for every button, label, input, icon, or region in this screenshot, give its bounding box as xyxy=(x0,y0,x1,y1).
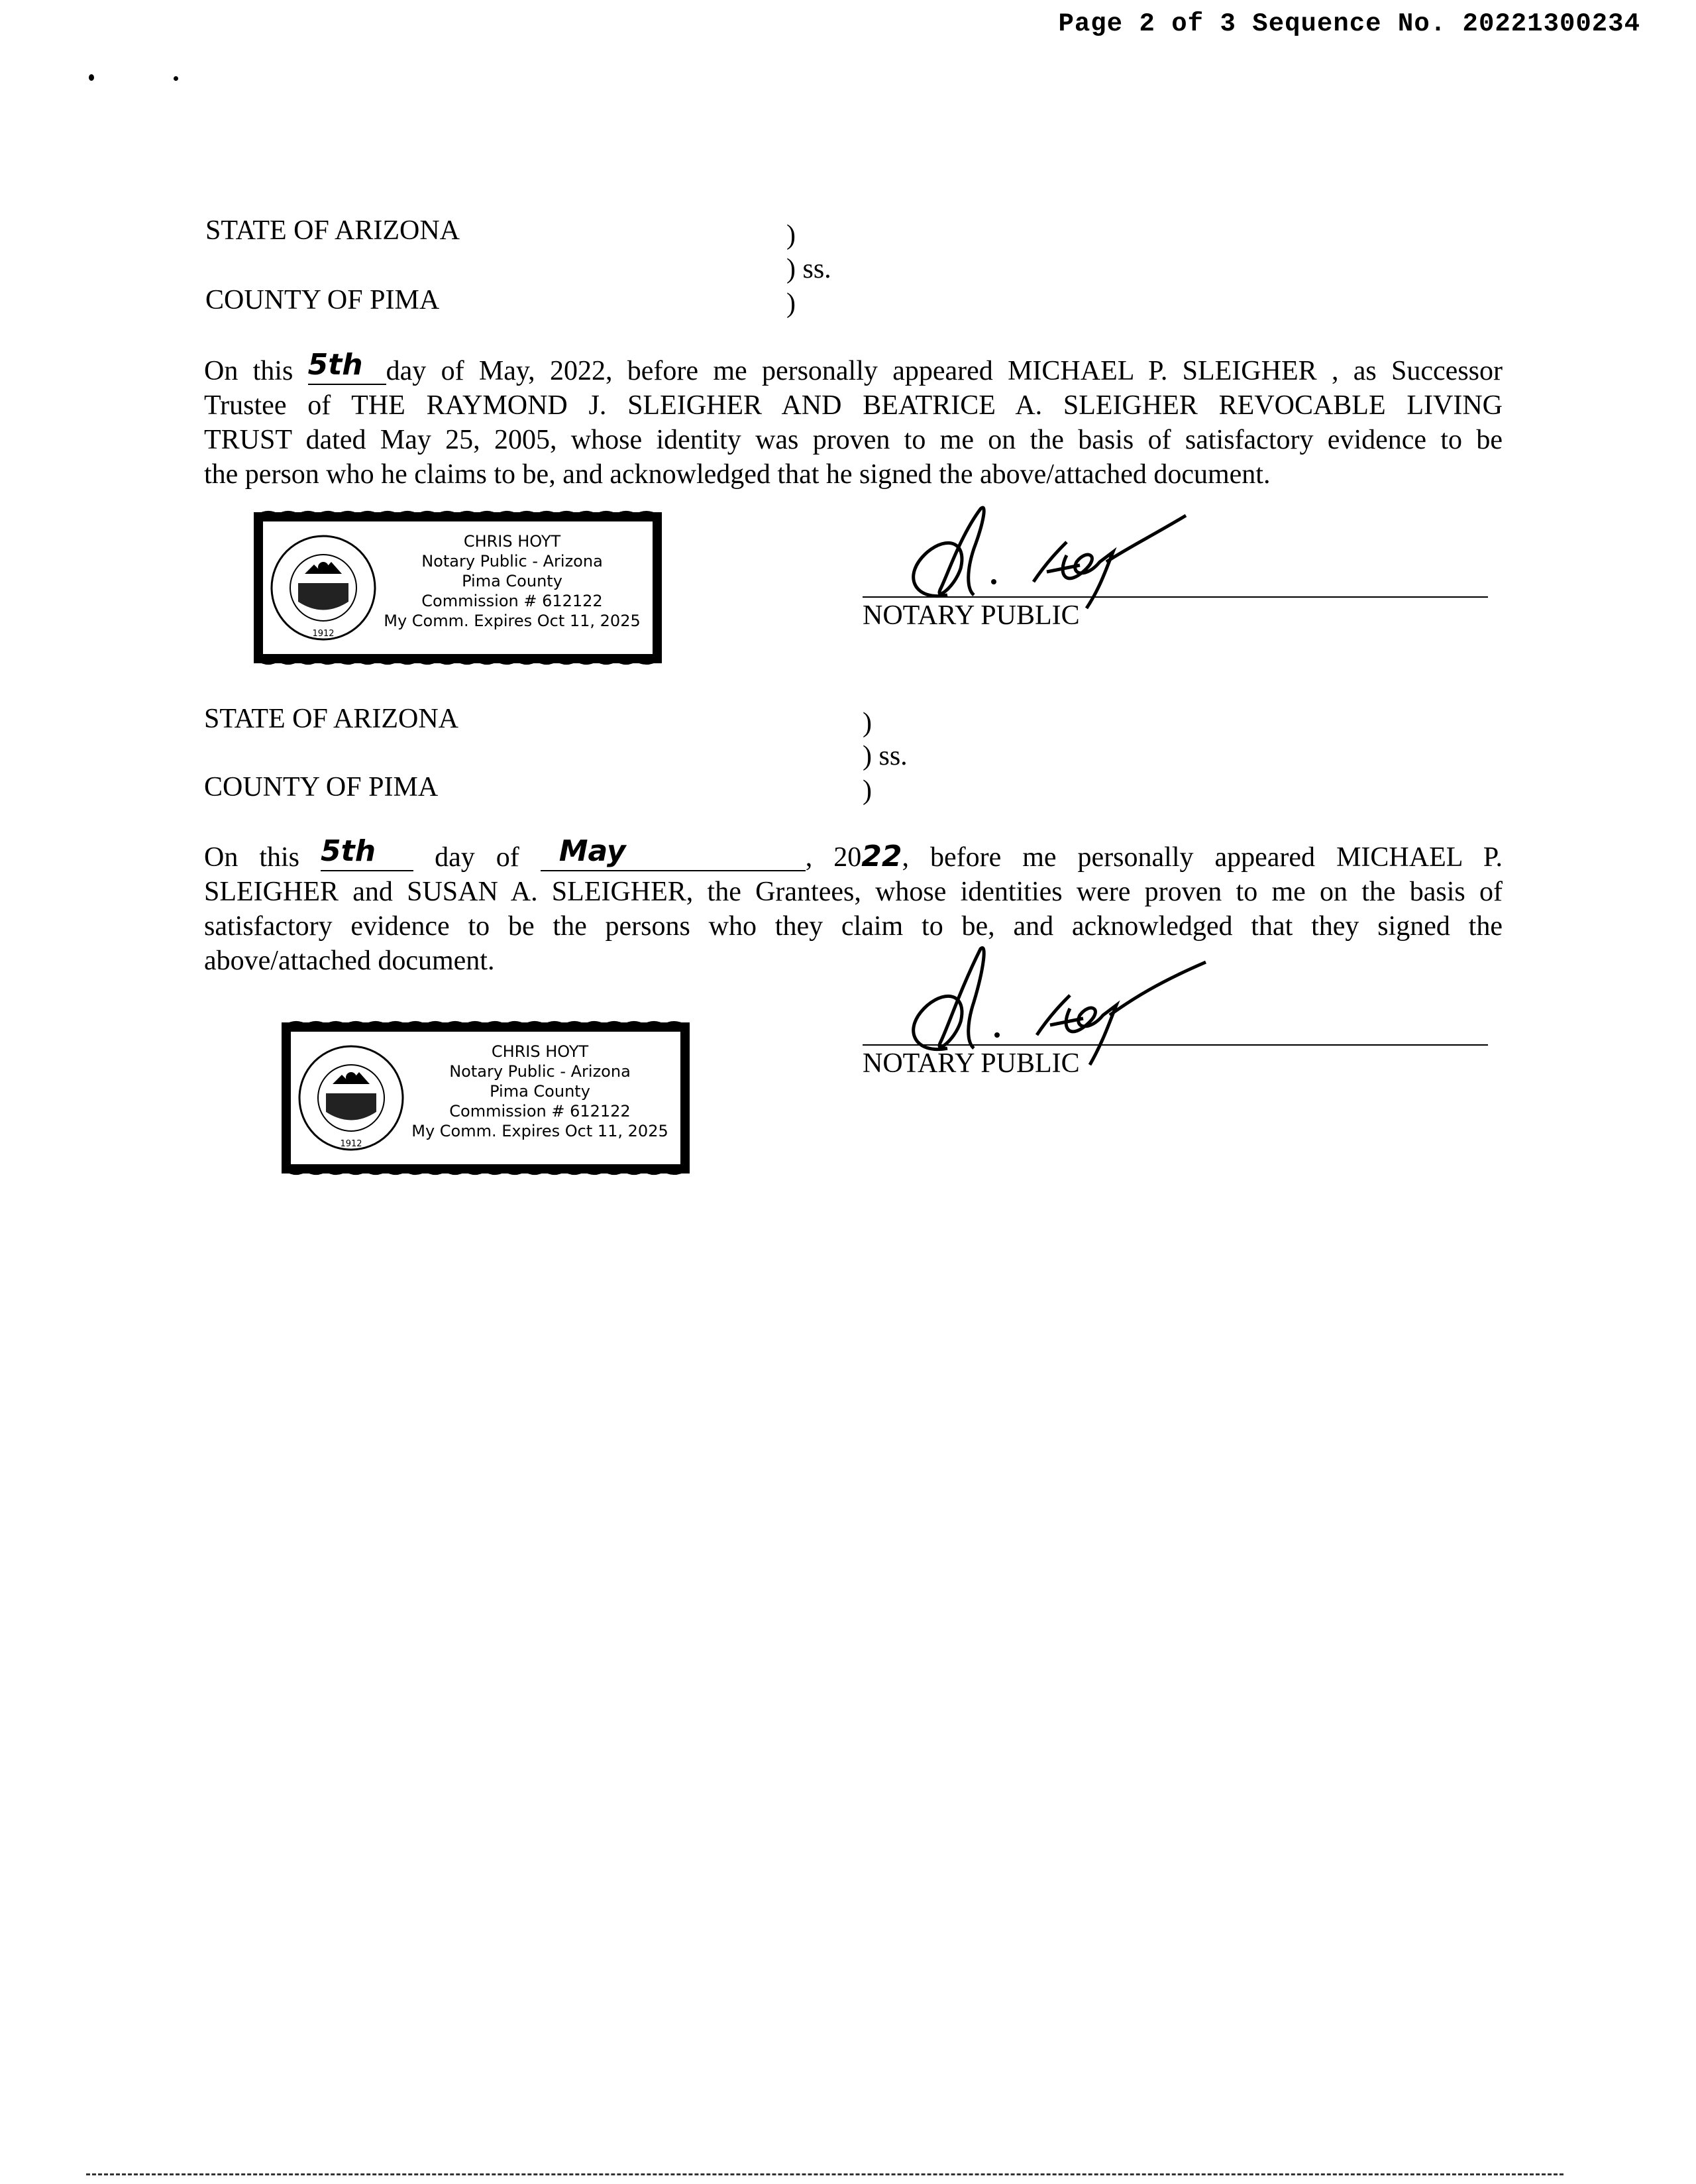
stamp-county: Pima County xyxy=(490,1082,590,1101)
stamp-notary-title: Notary Public - Arizona xyxy=(421,552,603,571)
acknowledgment-text xyxy=(204,348,1503,492)
acknowledgment-text xyxy=(204,834,1503,978)
venue-paren: ) xyxy=(786,288,796,319)
month-blank xyxy=(541,834,806,871)
handwritten-day: 5th xyxy=(321,834,376,868)
handwritten-month: May xyxy=(558,834,626,868)
ack-line-2: SLEIGHER and SUSAN A. SLEIGHER, the Grantees, whose identities were proven to me on the basis of xyxy=(204,877,1503,907)
handwritten-day: 5th xyxy=(307,348,363,382)
venue-county: COUNTY OF PIMA xyxy=(204,772,439,802)
stamp-lines xyxy=(376,531,648,631)
arizona-seal-icon xyxy=(299,1046,403,1150)
scan-speck xyxy=(174,76,178,81)
ack-line-3: satisfactory evidence to be the persons who they claim to be, and acknowledged that they signed the xyxy=(204,911,1503,942)
arizona-seal-icon xyxy=(272,536,375,639)
handwritten-year: 22 xyxy=(861,840,902,873)
venue-paren: ) xyxy=(863,708,872,738)
on-this-label: On this xyxy=(204,356,293,386)
notary-public-label: NOTARY PUBLIC xyxy=(863,1048,1080,1079)
venue-state: STATE OF ARIZONA xyxy=(204,704,458,734)
ack-line-1-rest: , before me personally appeared MICHAEL P. xyxy=(902,842,1503,873)
year-prefix: , 20 xyxy=(805,842,862,873)
notary-stamp xyxy=(278,1019,693,1177)
ack-line-4: the person who he claims to be, and acknowledged that he signed the above/attached document. xyxy=(204,459,1271,490)
stamp-lines xyxy=(404,1042,676,1141)
notary-public-label: NOTARY PUBLIC xyxy=(863,600,1080,631)
notary-stamp xyxy=(250,509,665,667)
svg-text:1912: 1912 xyxy=(312,629,335,639)
venue-paren-ss: ) ss. xyxy=(863,741,908,771)
stamp-expiration: My Comm. Expires Oct 11, 2025 xyxy=(384,612,641,630)
svg-text:1912: 1912 xyxy=(340,1139,362,1149)
signature-line xyxy=(863,1044,1488,1046)
ack-line-1: day of May, 2022, before me personally appeared MICHAEL P. SLEIGHER , as Successor xyxy=(386,356,1503,386)
stamp-notary-name: CHRIS HOYT xyxy=(491,1042,589,1061)
venue-paren: ) xyxy=(786,220,796,250)
on-this-label: On this xyxy=(204,842,300,873)
stamp-county: Pima County xyxy=(462,572,562,590)
day-blank xyxy=(321,834,413,871)
ack-line-3: TRUST dated May 25, 2005, whose identity was proven to me on the basis of satisfactory evidence to be xyxy=(204,425,1503,455)
page-sequence-header: Page 2 of 3 Sequence No. 20221300234 xyxy=(1058,9,1640,38)
ack-line-4: above/attached document. xyxy=(204,946,495,976)
venue-county: COUNTY OF PIMA xyxy=(205,285,440,315)
day-blank xyxy=(307,348,386,385)
signature-line xyxy=(863,596,1488,598)
stamp-commission: Commission # 612122 xyxy=(421,592,603,610)
page-bottom-rule xyxy=(86,2173,1564,2175)
venue-paren: ) xyxy=(863,775,872,806)
ack-line-2: Trustee of THE RAYMOND J. SLEIGHER AND BEATRICE A. SLEIGHER REVOCABLE LIVING xyxy=(204,390,1503,421)
stamp-notary-title: Notary Public - Arizona xyxy=(449,1062,631,1081)
stamp-notary-name: CHRIS HOYT xyxy=(463,532,561,551)
stamp-expiration: My Comm. Expires Oct 11, 2025 xyxy=(411,1122,668,1140)
stamp-commission: Commission # 612122 xyxy=(449,1102,631,1120)
scan-speck xyxy=(89,74,94,81)
venue-state: STATE OF ARIZONA xyxy=(205,215,460,246)
day-of-label: day of xyxy=(435,842,519,873)
venue-paren-ss: ) ss. xyxy=(786,254,831,284)
